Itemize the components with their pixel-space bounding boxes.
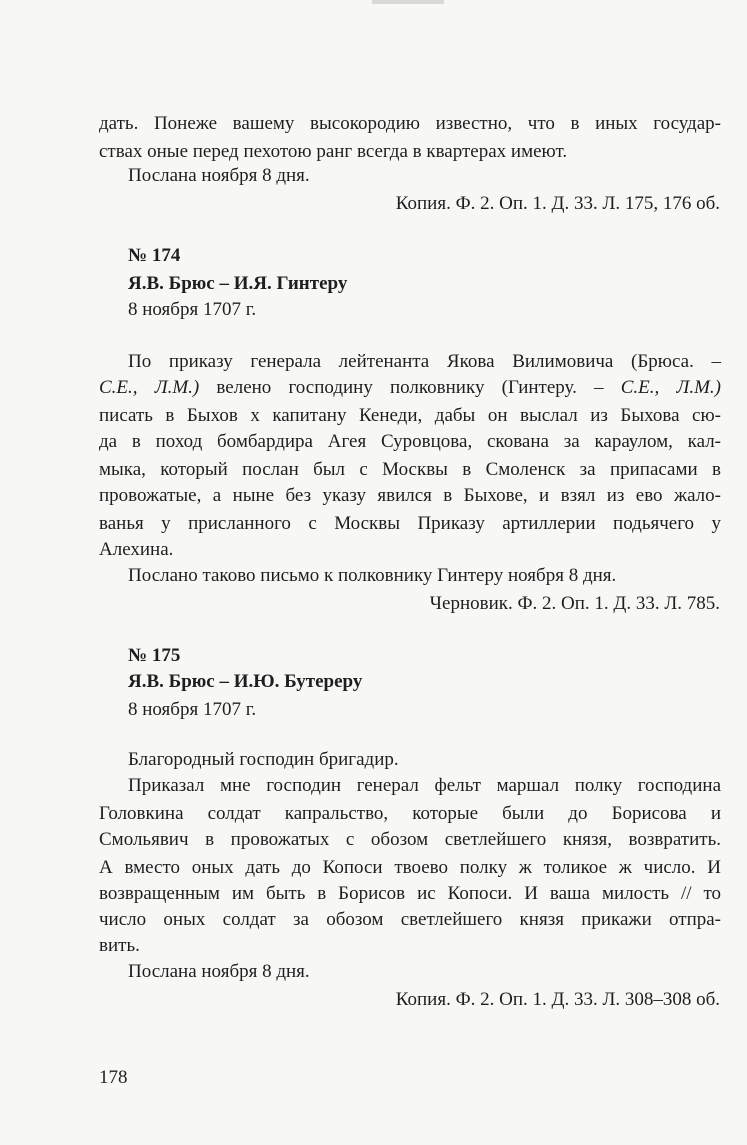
- text-line: провожатые, а ныне без указу явился в Быхове, и взял из ево жало-: [99, 485, 721, 506]
- text-line: Смольявич в провожатых с обозом светлейшего князя, возвратить.: [99, 829, 721, 850]
- archive-source: Копия. Ф. 2. Оп. 1. Д. 33. Л. 308–308 об.: [395, 989, 720, 1010]
- text-line: вить.: [99, 935, 140, 956]
- text-line: мыка, который послан был с Москвы в Смоленск за припасами в: [99, 459, 721, 480]
- text-fragment: велено господину полковнику (Гинтеру. –: [199, 377, 621, 398]
- text-line: ствах оные перед пехотою ранг всегда в квартерах имеют.: [99, 141, 568, 162]
- sent-note: Послана ноября 8 дня.: [128, 165, 310, 186]
- text-line: По приказу генерала лейтенанта Якова Вилимовича (Брюса. –: [128, 351, 721, 372]
- archive-source: Черновик. Ф. 2. Оп. 1. Д. 33. Л. 785.: [429, 593, 720, 614]
- archive-source: Копия. Ф. 2. Оп. 1. Д. 33. Л. 175, 176 об.: [395, 193, 720, 214]
- sent-note: Послана ноября 8 дня.: [128, 961, 310, 982]
- document-title: Я.В. Брюс – И.Ю. Бутереру: [128, 671, 363, 692]
- document-number: № 175: [128, 645, 181, 666]
- document-number: № 174: [128, 245, 181, 266]
- text-line: ванья у присланного с Москвы Приказу артиллерии подьячего у: [99, 513, 721, 534]
- text-line: Головкина солдат капральство, которые были до Борисова и: [99, 803, 721, 824]
- text-line: да в поход бомбардира Агея Суровцова, скована за караулом, кал-: [99, 431, 721, 452]
- document-date: 8 ноября 1707 г.: [128, 699, 257, 720]
- document-title: Я.В. Брюс – И.Я. Гинтеру: [128, 273, 348, 294]
- scan-edge-mark: [372, 0, 444, 4]
- text-line: число оных солдат за обозом светлейшего князя прикажи отпра-: [99, 909, 721, 930]
- text-line: Приказал мне господин генерал фельт маршал полку господина: [128, 775, 721, 796]
- sent-note: Послано таково письмо к полковнику Гинтеру ноября 8 дня.: [128, 565, 617, 586]
- document-date: 8 ноября 1707 г.: [128, 299, 257, 320]
- text-line: писать в Быхов х капитану Кенеди, дабы он выслал из Быхова сю-: [99, 405, 721, 426]
- editor-initials: С.Е., Л.М.): [99, 377, 200, 398]
- text-line: [99, 376, 721, 400]
- salutation: Благородный господин бригадир.: [128, 749, 399, 770]
- text-line: дать. Понеже вашему высокородию известно, что в иных государ-: [99, 113, 721, 134]
- text-line: Алехина.: [99, 539, 174, 560]
- editor-initials: С.Е., Л.М.): [620, 377, 721, 398]
- text-line: А вместо оных дать до Копоси твоево полку ж толикое ж число. И: [99, 857, 721, 878]
- text-line: возвращенным им быть в Борисов ис Копоси. И ваша милость // то: [99, 883, 721, 904]
- page-number: 178: [99, 1067, 128, 1088]
